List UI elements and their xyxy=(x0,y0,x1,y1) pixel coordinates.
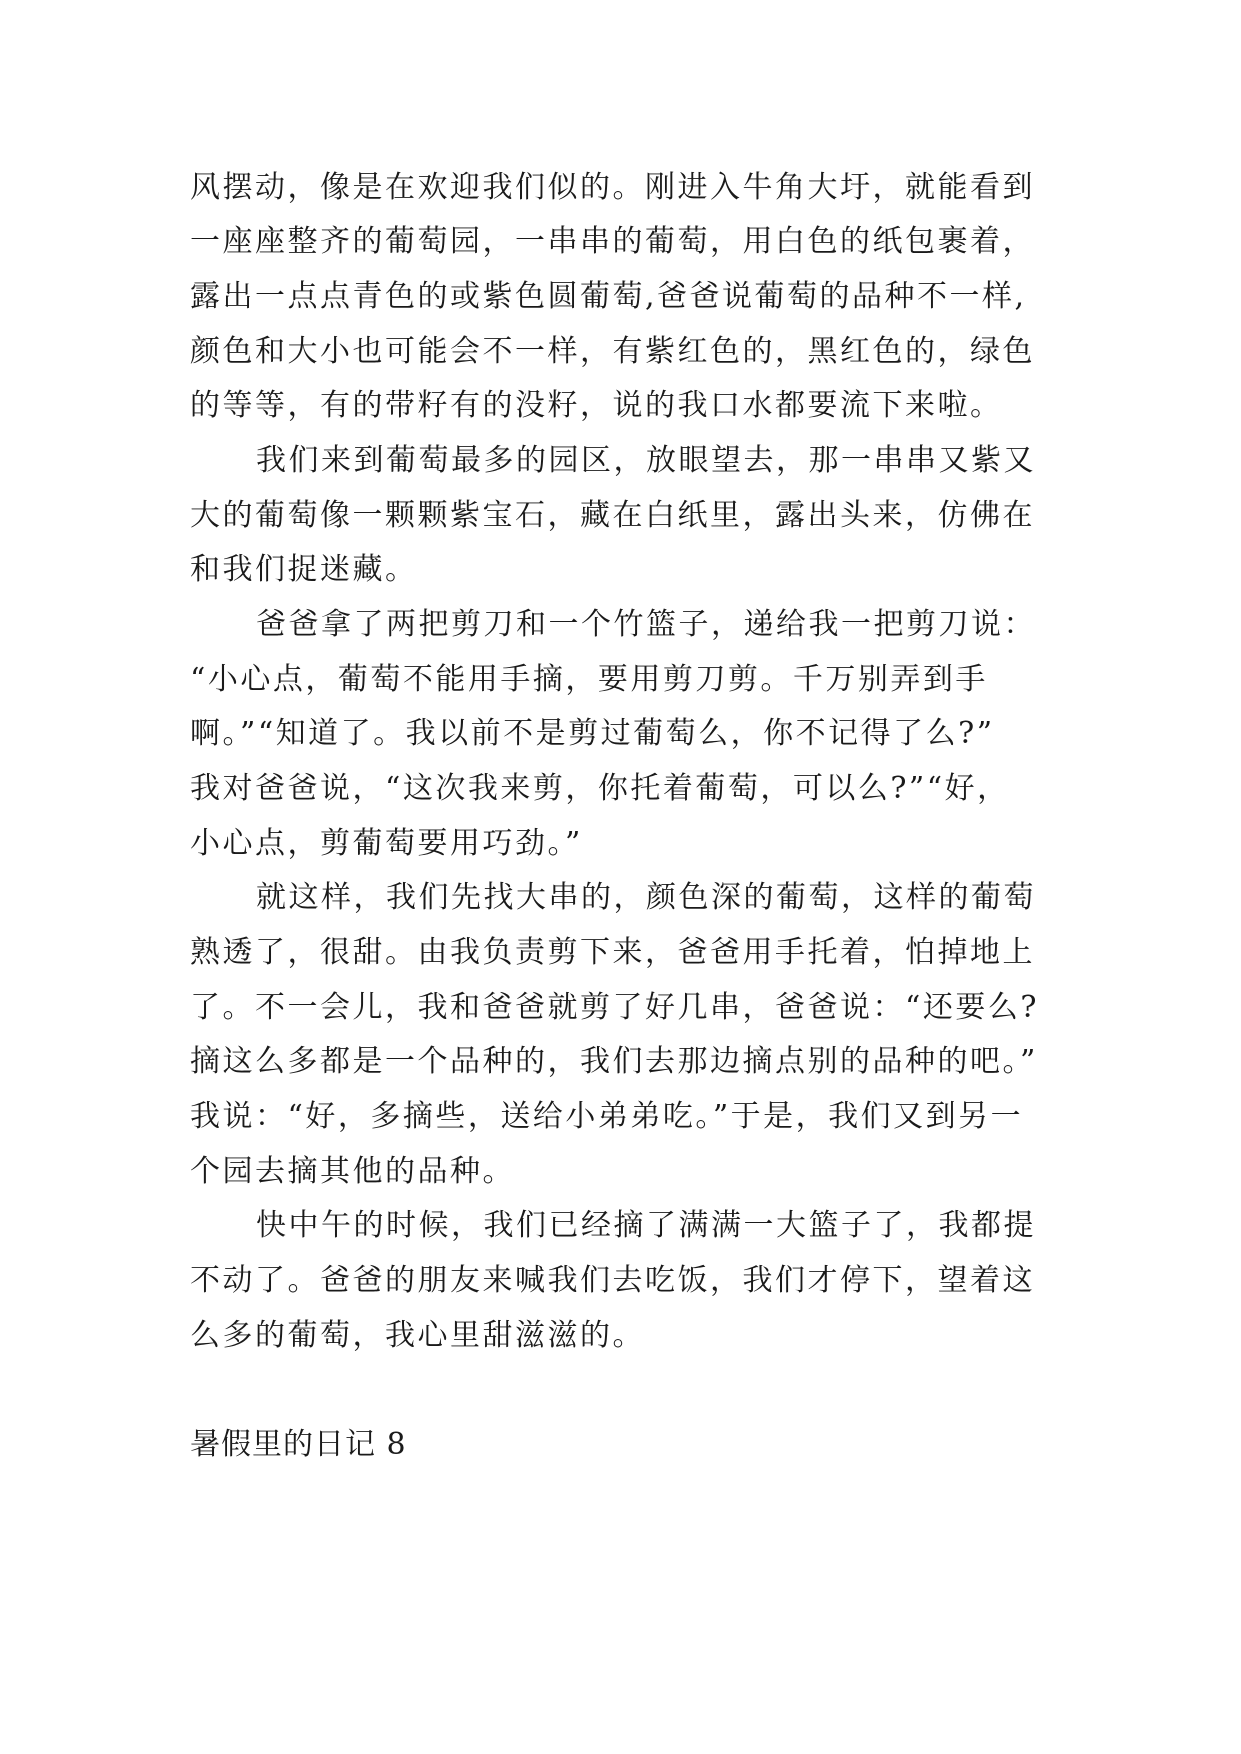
text-line: 大的葡萄像一颗颗紫宝石，藏在白纸里，露出头来，仿佛在 xyxy=(190,498,1035,533)
paragraph-start: 我们来到葡萄最多的园区，放眼望去，那一串串又紫又 xyxy=(256,443,1036,478)
text-line: “小心点，葡萄不能用手摘，要用剪刀剪。千万别弄到手 xyxy=(190,662,988,697)
text-line: 的等等，有的带籽有的没籽，说的我口水都要流下来啦。 xyxy=(190,388,1003,423)
text-line: 露出一点点青色的或紫色圆葡萄,爸爸说葡萄的品种不一样, xyxy=(190,279,1027,314)
text-line: 我说：“好，多摘些，送给小弟弟吃。”于是，我们又到另一 xyxy=(190,1099,1024,1134)
text-line: 熟透了，很甜。由我负责剪下来，爸爸用手托着，怕掉地上 xyxy=(190,935,1035,970)
text-line: 啊。”“知道了。我以前不是剪过葡萄么，你不记得了么?” xyxy=(190,716,995,751)
paragraph-start: 就这样，我们先找大串的，颜色深的葡萄，这样的葡萄 xyxy=(256,880,1036,915)
text-line: 和我们捉迷藏。 xyxy=(190,552,418,587)
text-line: 一座座整齐的葡萄园，一串串的葡萄，用白色的纸包裹着， xyxy=(190,224,1035,259)
text-line: 我对爸爸说，“这次我来剪，你托着葡萄，可以么?”“好， xyxy=(190,771,1010,806)
text-line: 个园去摘其他的品种。 xyxy=(190,1154,515,1189)
text-line: 了。不一会儿，我和爸爸就剪了好几串，爸爸说：“还要么? xyxy=(190,990,1039,1025)
paragraph-start: 爸爸拿了两把剪刀和一个竹篮子，递给我一把剪刀说： xyxy=(256,607,1036,642)
section-heading: 暑假里的日记 8 xyxy=(190,1427,407,1462)
text-line: 不动了。爸爸的朋友来喊我们去吃饭，我们才停下，望着这 xyxy=(190,1263,1035,1298)
text-line: 摘这么多都是一个品种的，我们去那边摘点别的品种的吧。” xyxy=(190,1044,1038,1079)
text-line: 小心点，剪葡萄要用巧劲。” xyxy=(190,826,583,861)
paragraph-start: 快中午的时候，我们已经摘了满满一大篮子了，我都提 xyxy=(256,1208,1036,1243)
text-line: 风摆动，像是在欢迎我们似的。刚进入牛角大圩，就能看到 xyxy=(190,170,1035,205)
text-line: 么多的葡萄，我心里甜滋滋的。 xyxy=(190,1318,645,1353)
text-line: 颜色和大小也可能会不一样，有紫红色的，黑红色的，绿色 xyxy=(190,334,1035,369)
